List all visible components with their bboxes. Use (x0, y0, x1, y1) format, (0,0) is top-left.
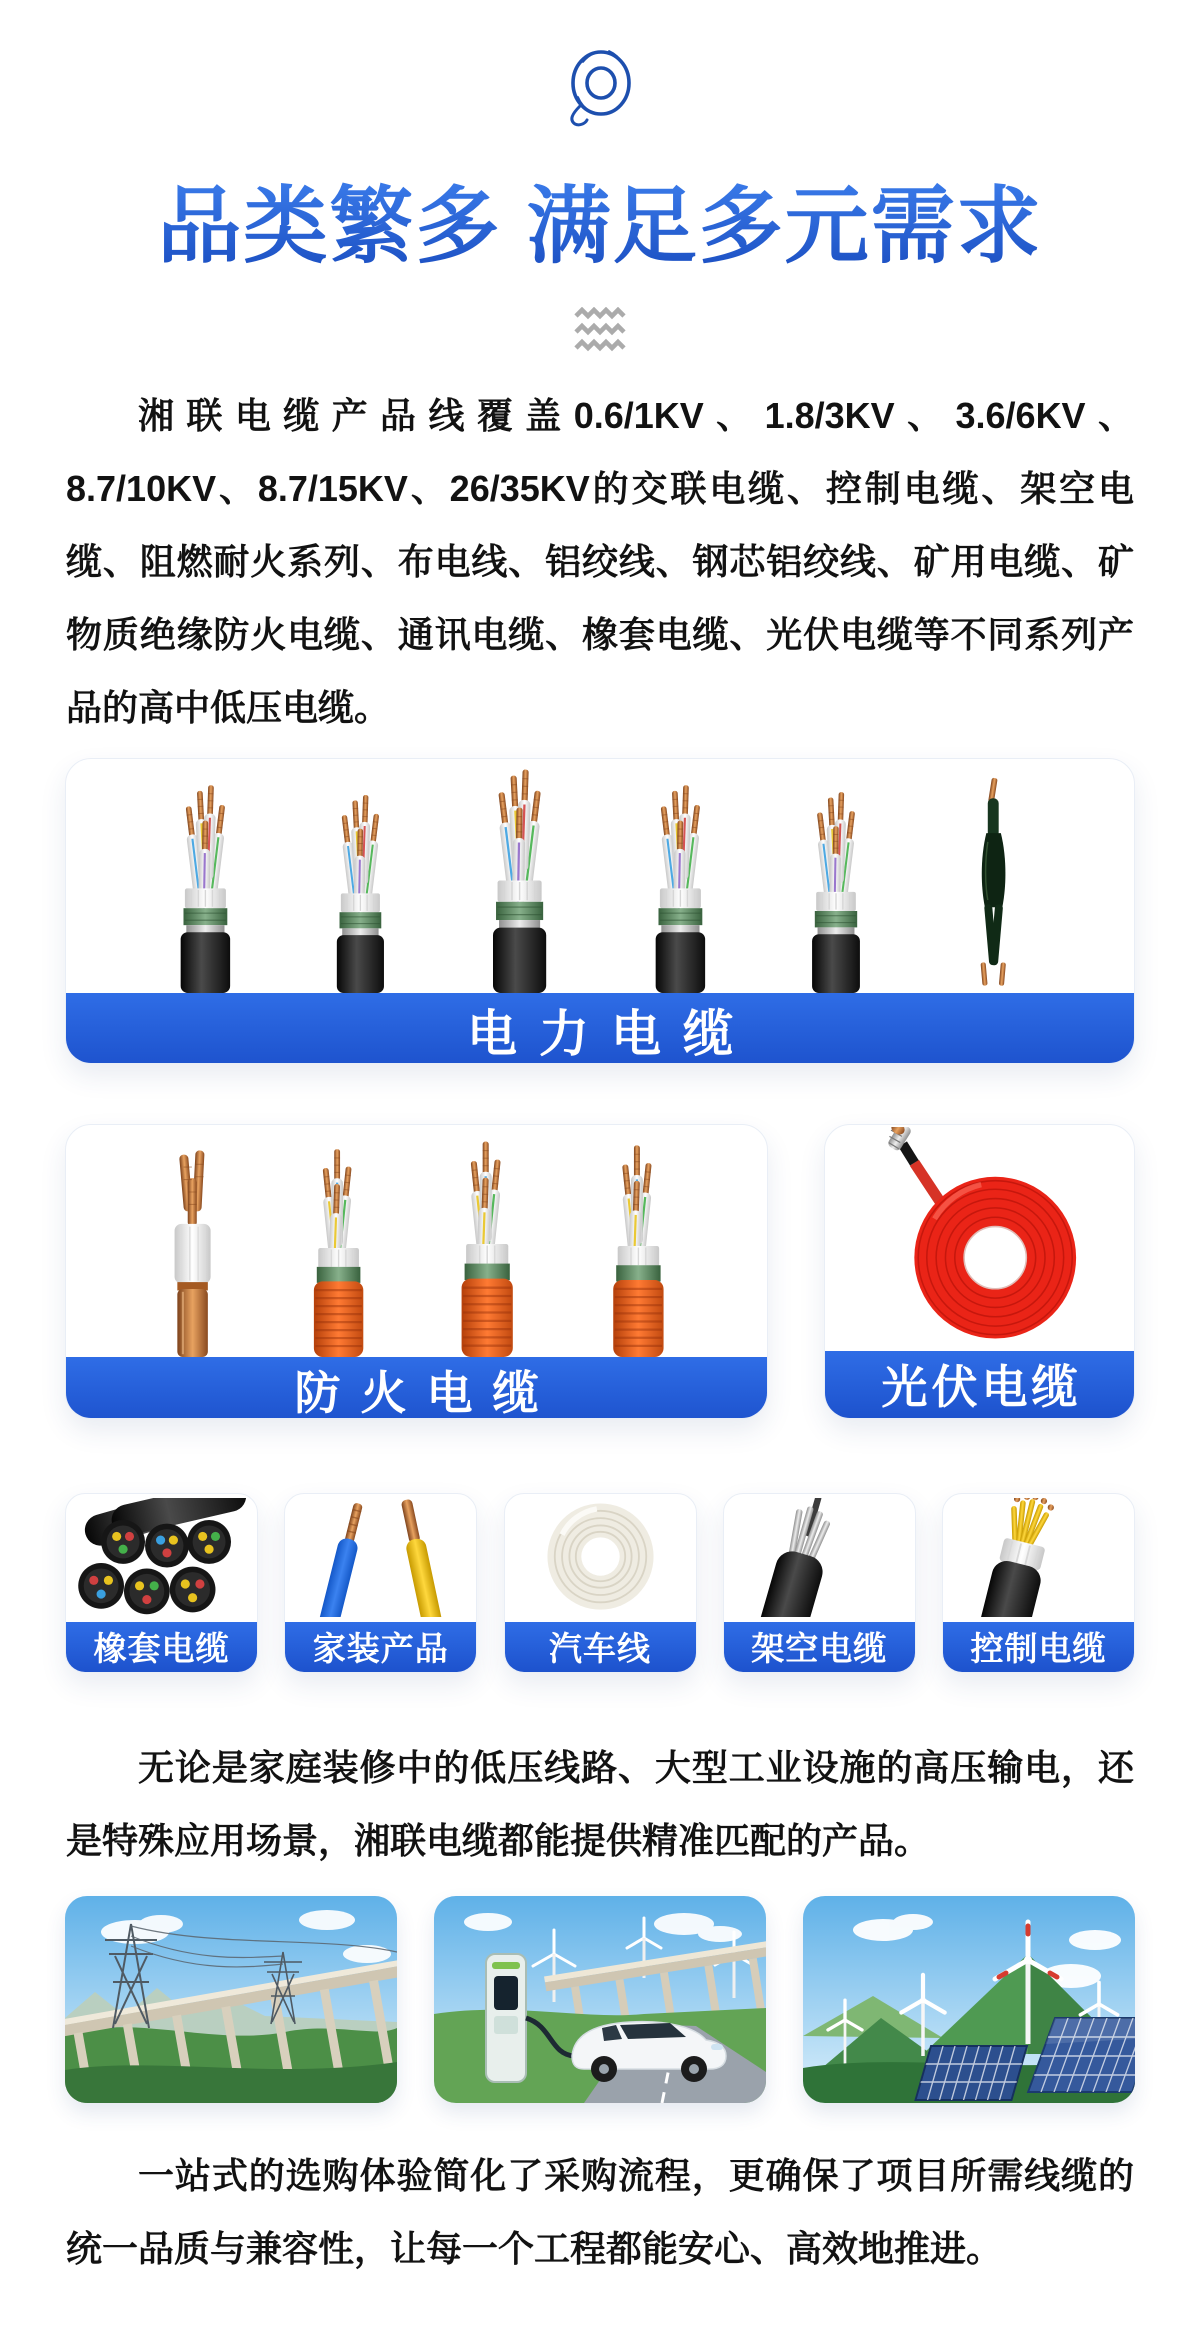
pv-cable-banner (825, 1351, 1134, 1418)
aerial-cable-label: 架空电缆 (751, 1630, 888, 1668)
power-cable-images (66, 759, 1134, 993)
fire-cable-image-3 (442, 1131, 532, 1357)
intro-paragraph: 湘联电缆产品线覆盖0.6/1KV、1.8/3KV、3.6/6KV、8.7/10KV、8.7/15KV、26/35KV的交联电缆、控制电缆、架空电缆、阻燃耐火系列、布电线、铝绞线、钢芯铝绞线、矿用电缆、矿物质绝缘防火电缆、通讯电缆、橡套电缆、光伏电缆等不同系列产品的高中低压电缆。 (66, 394, 1134, 728)
fire-cable-image-4 (594, 1135, 683, 1357)
fire-cable-images (66, 1125, 767, 1357)
fire-cable-label: 防火电缆 (294, 1367, 559, 1419)
match-paragraph: 无论是家庭装修中的低压线路、大型工业设施的高压输电，还是特殊应用场景，湘联电缆都能提供精准匹配的产品。 (66, 1746, 1134, 1861)
control-cable-banner (943, 1622, 1134, 1672)
power-cable-banner (66, 993, 1134, 1064)
power-cable-image-1 (163, 781, 248, 993)
one-stop-paragraph: 一站式的选购体验简化了采购流程，更确保了项目所需线缆的统一品质与兼容性，让每一个工程都能安心、高效地推进。 (66, 2154, 1134, 2269)
power-cable-image-5 (795, 788, 877, 993)
home-wiring-image (285, 1494, 476, 1622)
power-cable-label: 电力电缆 (467, 1005, 755, 1062)
category-card-pv-cable[interactable] (824, 1124, 1135, 1419)
category-card-automotive-wire[interactable] (504, 1493, 697, 1673)
pv-cable-label: 光伏电缆 (881, 1361, 1082, 1414)
home-wiring-svg (289, 1498, 472, 1617)
rubber-cable-image (66, 1494, 257, 1622)
page-title: 品类繁多 满足多元需求 (0, 176, 1200, 277)
scene-image-power-transmission-viaduct (65, 1896, 397, 2103)
control-cable-label: 控制电缆 (970, 1630, 1107, 1668)
rubber-cable-banner (66, 1622, 257, 1672)
scene-image-wind-solar-farm (803, 1896, 1135, 2103)
category-card-home-wiring[interactable] (284, 1493, 477, 1673)
pv-cable-images (825, 1125, 1134, 1351)
home-wiring-banner (285, 1622, 476, 1672)
branch-cable-image (950, 775, 1037, 993)
zigzag-wave-divider-icon (574, 307, 626, 353)
automotive-wire-svg (509, 1498, 692, 1617)
cable-coil-logo-icon (554, 40, 646, 132)
application-scenes (65, 1896, 1135, 2103)
power-cable-image-2 (320, 791, 401, 993)
fire-cable-banner (66, 1357, 767, 1419)
automotive-wire-banner (505, 1622, 696, 1672)
aerial-cable-svg (728, 1498, 911, 1617)
aerial-cable-banner (724, 1622, 915, 1672)
category-card-rubber-cable[interactable] (65, 1493, 258, 1673)
category-card-control-cable[interactable] (942, 1493, 1135, 1673)
control-cable-image (943, 1494, 1134, 1622)
category-row-small (65, 1493, 1135, 1673)
pv-cable-coil-image (863, 1127, 1096, 1351)
aerial-cable-image (724, 1494, 915, 1622)
rubber-cable-label: 橡套电缆 (93, 1630, 230, 1668)
rubber-cable-svg (70, 1498, 253, 1617)
home-wiring-label: 家装产品 (312, 1630, 449, 1668)
power-cable-image-4 (638, 781, 723, 993)
power-cable-image-3 (474, 765, 565, 993)
fire-cable-image-1 (151, 1149, 234, 1357)
fire-cable-image-2 (295, 1139, 382, 1357)
category-card-aerial-cable[interactable] (723, 1493, 916, 1673)
control-cable-svg (947, 1498, 1130, 1617)
category-card-fire-cable[interactable] (65, 1124, 768, 1419)
scene-image-ev-charging-station (434, 1896, 766, 2103)
category-card-power-cable[interactable] (65, 758, 1135, 1064)
automotive-wire-image (505, 1494, 696, 1622)
automotive-wire-label: 汽车线 (549, 1630, 651, 1668)
category-row-2 (65, 1124, 1135, 1419)
